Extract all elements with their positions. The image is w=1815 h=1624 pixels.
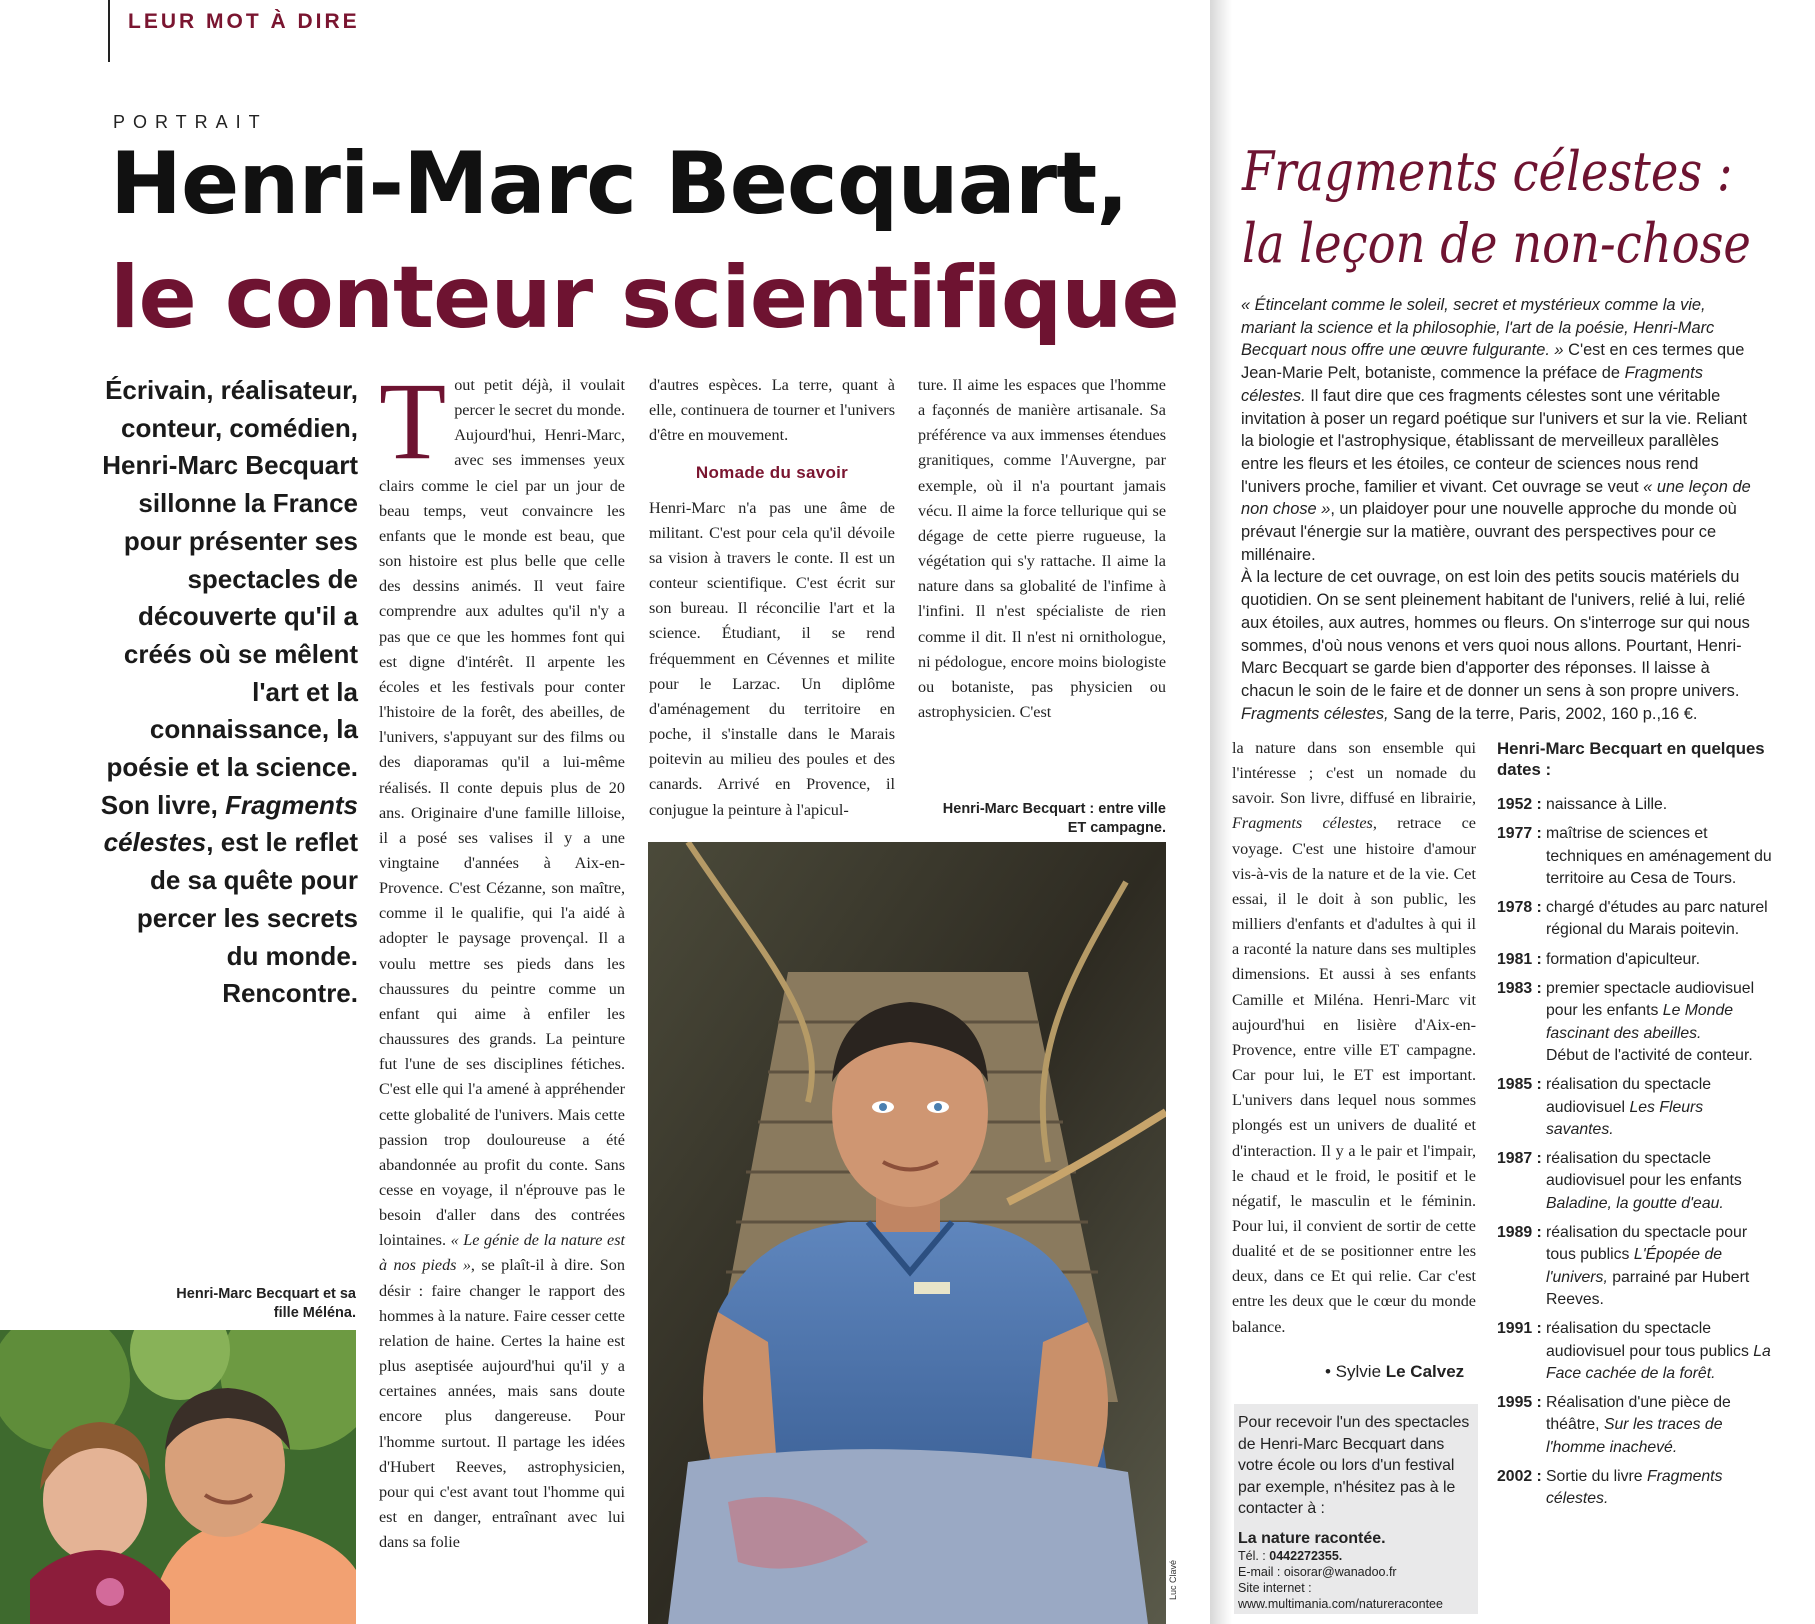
- review-text-2: Il faut dire que ces fragments célestes sont une véritable invitation à poser un regard poétique sur l'univers et sur la vie. Reliant la biologie et l'astrophysique, établissant de merveilleux parallèles entre les fleurs et les étoiles, ce conteur de sciences nous rend l'univers proche, familier et vivant. Cet ouvrage se veut: [1241, 386, 1748, 496]
- timeline-entry: [1497, 1466, 1775, 1511]
- timeline-description: premier spectacle audiovisuel pour les enfants: [1546, 980, 1755, 1020]
- main-photo: [648, 842, 1166, 1624]
- timeline-text: [1546, 794, 1775, 816]
- timeline-text: [1546, 1392, 1775, 1459]
- timeline-entry: [1497, 949, 1775, 971]
- timeline-entry: [1497, 1392, 1775, 1459]
- timeline-description: chargé d'études au parc naturel régional du Marais poitevin.: [1546, 899, 1768, 939]
- review-text-3: , un plaidoyer pour une nouvelle approche du monde où prévaut l'énergie sur la matière, ouvrant des perspectives pour ce millénaire.: [1241, 500, 1737, 564]
- review-book: Fragments célestes.: [1241, 364, 1703, 405]
- timeline-description: naissance à Lille.: [1546, 796, 1668, 813]
- panel-gutter: [1210, 0, 1232, 1624]
- review-quote: « Étincelant comme le soleil, secret et mystérieux comme la vie, mariant la science et la philosophie, l'art de la poésie, Henri-Marc Becquart nous offre une œuvre fulgurante. »: [1241, 296, 1715, 360]
- signature-name: Le Calvez: [1385, 1362, 1465, 1381]
- timeline-text: [1546, 1148, 1775, 1215]
- contact-email: [1238, 1564, 1472, 1580]
- timeline-entry: [1497, 794, 1775, 816]
- contact-box: [1234, 1404, 1478, 1614]
- column-2-text: d'autres espèces. La terre, quant à elle, continuera de tourner et l'univers d'être en mouvement.: [649, 376, 895, 445]
- small-photo-caption: Henri-Marc Becquart et sa fille Méléna.: [176, 1286, 356, 1321]
- timeline-list: [1497, 794, 1775, 1511]
- book-reference: [1241, 703, 1754, 726]
- column-2-text-cont: Henri-Marc n'a pas une âme de militant. C'est pour cela qu'il dévoile sa vision à travers le conte. Il est un conteur scientifique. C'est écrit sur son bureau. Il réconcilie l'art et la science. Étudiant, il se rend fréquemment en Cévennes et milite pour le Larzac. Un diplôme d'aménagement du territoire en poche, il s'installe dans le Marais poitevin au milieu des poules et des canards. Arrivé en Provence, il conjugue la peinture à l'apicul-: [649, 498, 895, 819]
- section-label: LEUR MOT À DIRE: [128, 10, 360, 33]
- column-4-book: Fragments célestes: [1232, 814, 1373, 833]
- timeline-work-title: Le Monde fascinant des abeilles.: [1546, 1002, 1734, 1042]
- timeline-text: [1546, 823, 1775, 890]
- timeline-entry: [1497, 823, 1775, 890]
- timeline-text: [1546, 1074, 1775, 1141]
- timeline-work-title: L'Épopée de l'univers,: [1546, 1246, 1723, 1286]
- email-label: E-mail :: [1238, 1564, 1284, 1579]
- column-4-text-cont: , retrace ce voyage. C'est une histoire d'amour vis-à-vis de la nature et de la vie. Cet essai, il le doit à son public, les milliers d'enfants et d'adultes à qui il a raconté la nature dans ses multiples dimensions. Et aussi à ses enfants Camille et Miléna. Henri-Marc vit aujourd'hui en lisière d'Aix-en-Provence, entre ville ET campagne. Car pour lui, le ET est important. L'univers dans lequel nous sommes plongés est un univers de dualité et d'interaction. Il y a le pair et l'impair, le chaud et le froid, le positif et le négatif, le masculin et le féminin. Pour lui, il convient de sortir de cette dualité et de se positionner entre les deux, dans ce Et qui relie. Car c'est entre les deux que le cœur du monde balance.: [1232, 814, 1476, 1336]
- timeline-year: 1987 :: [1497, 1150, 1542, 1168]
- timeline-work-title: Les Fleurs savantes.: [1546, 1098, 1704, 1138]
- article-column-2: [649, 373, 895, 823]
- section-rule: [108, 0, 110, 62]
- timeline-description: Réalisation d'une pièce de théâtre,: [1546, 1394, 1731, 1434]
- sidebar-title: [1242, 136, 1751, 280]
- sidebar-title-line-1: Fragments célestes :: [1242, 140, 1733, 203]
- quote: « Le génie de la nature est à nos pieds »: [379, 1231, 625, 1275]
- timeline-entry: [1497, 1318, 1775, 1385]
- timeline-year: 1985 :: [1497, 1076, 1542, 1094]
- timeline-year: 1978 :: [1497, 899, 1542, 917]
- reference-details: Sang de la terre, Paris, 2002, 160 p.,16 €.: [1388, 704, 1698, 723]
- timeline-year: 2002 :: [1497, 1468, 1542, 1486]
- contact-site-url[interactable]: www.multimania.com/natureracontee: [1238, 1596, 1443, 1611]
- timeline-work-title: Fragments célestes.: [1546, 1468, 1723, 1508]
- timeline-description: maîtrise de sciences et techniques en aménagement du territoire au Cesa de Tours.: [1546, 825, 1772, 887]
- phone-number: 0442272355.: [1269, 1548, 1343, 1563]
- small-photo: [0, 1330, 356, 1624]
- timeline-entry: [1497, 1148, 1775, 1215]
- timeline-year: 1989 :: [1497, 1224, 1542, 1242]
- timeline-year: 1983 :: [1497, 980, 1542, 998]
- timeline-description: réalisation du spectacle audiovisuel pour tous publics: [1546, 1320, 1754, 1360]
- column-3-text: ture. Il aime les espaces que l'homme a façonnés de manière artisanale. Sa préférence va aux immenses étendues granitiques, comme l'Auvergne, par exemple, où il n'a pourtant jamais vécu. Il aime la force tellurique qui se dégage de cette pierre rugueuse, la végétation qui s'y rattache. Il aime la nature dans sa globalité de l'infime à l'infini. Il n'est spécialiste de rien comme il dit. Il n'est ni ornithologue, ni pédologue, encore moins biologiste ou botaniste, pas physicien ou astrophysicien. C'est: [918, 376, 1166, 722]
- timeline-text: [1546, 949, 1775, 971]
- signature-prefix: • Sylvie: [1325, 1362, 1386, 1381]
- timeline-description: réalisation du spectacle pour tous publics: [1546, 1224, 1748, 1264]
- timeline-entry: [1497, 1074, 1775, 1141]
- timeline-description: Sortie du livre: [1546, 1468, 1647, 1486]
- lede-book-title: Fragments célestes: [103, 789, 358, 858]
- contact-phone: [1238, 1548, 1472, 1564]
- phone-label: Tél. :: [1238, 1548, 1270, 1563]
- drop-cap: T: [379, 360, 447, 482]
- timeline-year: 1995 :: [1497, 1394, 1542, 1412]
- contact-text: Pour recevoir l'un des spectacles de Henri-Marc Becquart dans votre école ou lors d'un festival par exemple, n'hésitez pas à le contacter à :: [1238, 1414, 1470, 1517]
- contact-site-label: Site internet :: [1238, 1580, 1312, 1595]
- timeline-note: Début de l'activité de conteur.: [1546, 1046, 1753, 1064]
- timeline-work-title: Baladine, la goutte d'eau.: [1546, 1194, 1724, 1212]
- headline-line-1: Henri-Marc Becquart,: [110, 134, 1128, 234]
- article-column-1: [379, 360, 625, 1555]
- lede-part-1: Écrivain, réalisateur, conteur, comédien, Henri-Marc Becquart sillonne la France pour présenter ses spectacles de découverte qu'il a créés où se mêlent l'art et la connaissance, la poésie et la science. Son livre,: [100, 375, 358, 820]
- timeline-text: [1546, 1318, 1775, 1385]
- timeline-work-title: La Face cachée de la forêt.: [1546, 1342, 1771, 1382]
- column-4-text: la nature dans son ensemble qui l'intéresse ; c'est un nomade du savoir. Son livre, diffusé en librairie,: [1232, 739, 1476, 808]
- headline-line-2: le conteur scientifique: [110, 248, 1179, 348]
- timeline-description: réalisation du spectacle audiovisuel: [1546, 1076, 1712, 1116]
- timeline-year: 1977 :: [1497, 825, 1542, 843]
- timeline-work-title: Sur les traces de l'homme inachevé.: [1546, 1416, 1723, 1456]
- lede-part-2: , est le reflet de sa quête pour percer les secrets du monde. Rencontre.: [136, 827, 358, 1009]
- timeline-description: formation d'apiculteur.: [1546, 950, 1701, 968]
- email-address[interactable]: oisorar@wanadoo.fr: [1283, 1564, 1397, 1579]
- timeline-text: [1546, 978, 1775, 1067]
- timeline-entry: [1497, 897, 1775, 942]
- column-1-text: out petit déjà, il voulait percer le secret du monde. Aujourd'hui, Henri-Marc, avec ses immenses yeux clairs comme le ciel par un jour de beau temps, veut convaincre les enfants que le monde est beau, que son histoire est plus belle que celle des dessins animés. Il veut faire comprendre aux adultes qu'il n'y a pas que ce que les hommes font qui est digne d'intérêt. Il arpente les écoles et les festivals pour conter l'histoire de la forêt, des abeilles, de l'univers, s'appuyant sur des films ou des diaporamas qu'il a lui-même réalisés. Il conte depuis plus de 20 ans. Originaire d'une famille lilloise, il a posé ses valises il y a une vingtaine d'années à Aix-en-Provence. C'est Cézanne, son maître, comme il le qualifie, qui l'a aidé à adopter le paysage provençal. Il a voulu mettre ses pieds dans les chaussures du peintre comme un enfant qui aime à enfiler les chaussures des grands. La peinture fut l'une de ses disciplines fétiches. C'est elle qui l'a amené à appréhender cette globalité de l'univers. Mais cette passion trop douloureuse a été abandonnée au profit du conte. Sans cesse en voyage, il n'éprouve pas le besoin d'aller dans des contrées lointaines.: [379, 376, 625, 1250]
- timeline-description: réalisation du spectacle audiovisuel pour les enfants: [1546, 1150, 1742, 1190]
- timeline-note: parrainé par Hubert Reeves.: [1546, 1268, 1750, 1308]
- sidebar-title-line-2: la leçon de non-chose: [1242, 212, 1751, 275]
- timeline-entry: [1497, 978, 1775, 1067]
- article-column-4: [1232, 736, 1476, 1340]
- main-photo-caption: Henri-Marc Becquart : entre ville ET campagne.: [942, 801, 1166, 836]
- contact-organization: La nature racontée.: [1238, 1529, 1386, 1547]
- review-text-4: À la lecture de cet ouvrage, on est loin des petits soucis matériels du quotidien. On se sent pleinement habitant de l'univers, relié à lui, relié aux étoiles, aux autres, hommes ou fleurs. On s'interroge sur qui nous sommes, d'où nous venons et vers quoi nous allons. Pourtant, Henri-Marc Becquart se garde bien d'apporter des réponses. Il laisse à chacun le soin de le faire et de donner un sens à son propre univers.: [1241, 568, 1750, 700]
- photo-credit: Luc Clavé: [1168, 1560, 1178, 1601]
- author-signature: [1325, 1362, 1464, 1382]
- sidebar-review: [1241, 294, 1754, 725]
- lede: [100, 372, 358, 1013]
- review-lesson: « une leçon de non chose »: [1241, 477, 1751, 519]
- timeline-text: [1546, 1466, 1775, 1511]
- timeline-year: 1991 :: [1497, 1320, 1542, 1338]
- article-column-3: [918, 373, 1166, 725]
- timeline-entry: [1497, 1222, 1775, 1311]
- timeline-year: 1952 :: [1497, 796, 1542, 813]
- timeline-text: [1546, 897, 1775, 942]
- timeline: [1497, 738, 1775, 1518]
- timeline-text: [1546, 1222, 1775, 1311]
- timeline-title: Henri-Marc Becquart en quelques dates :: [1497, 739, 1765, 779]
- review-paragraph-2: [1241, 566, 1754, 702]
- reference-book: Fragments célestes,: [1241, 704, 1389, 723]
- review-text-1: C'est en ces termes que Jean-Marie Pelt, botaniste, commence la préface de: [1241, 341, 1745, 383]
- subheading: Nomade du savoir: [695, 463, 849, 483]
- timeline-year: 1981 :: [1497, 950, 1542, 968]
- kicker: PORTRAIT: [113, 112, 268, 132]
- column-1-text-cont: , se plaît-il à dire. Son désir : faire changer le rapport des hommes à la nature. Faire cesser cette relation de haine. Certes la haine est plus aseptisée aujourd'hui qu'il y a certaines années, mais sans doute encore plus dangereuse. Pour l'homme surtout. Il partage les idées d'Hubert Reeves, astrophysicien, pour qui c'est avant tout l'homme qui est en danger, entraînant avec lui dans sa folie: [379, 1256, 625, 1552]
